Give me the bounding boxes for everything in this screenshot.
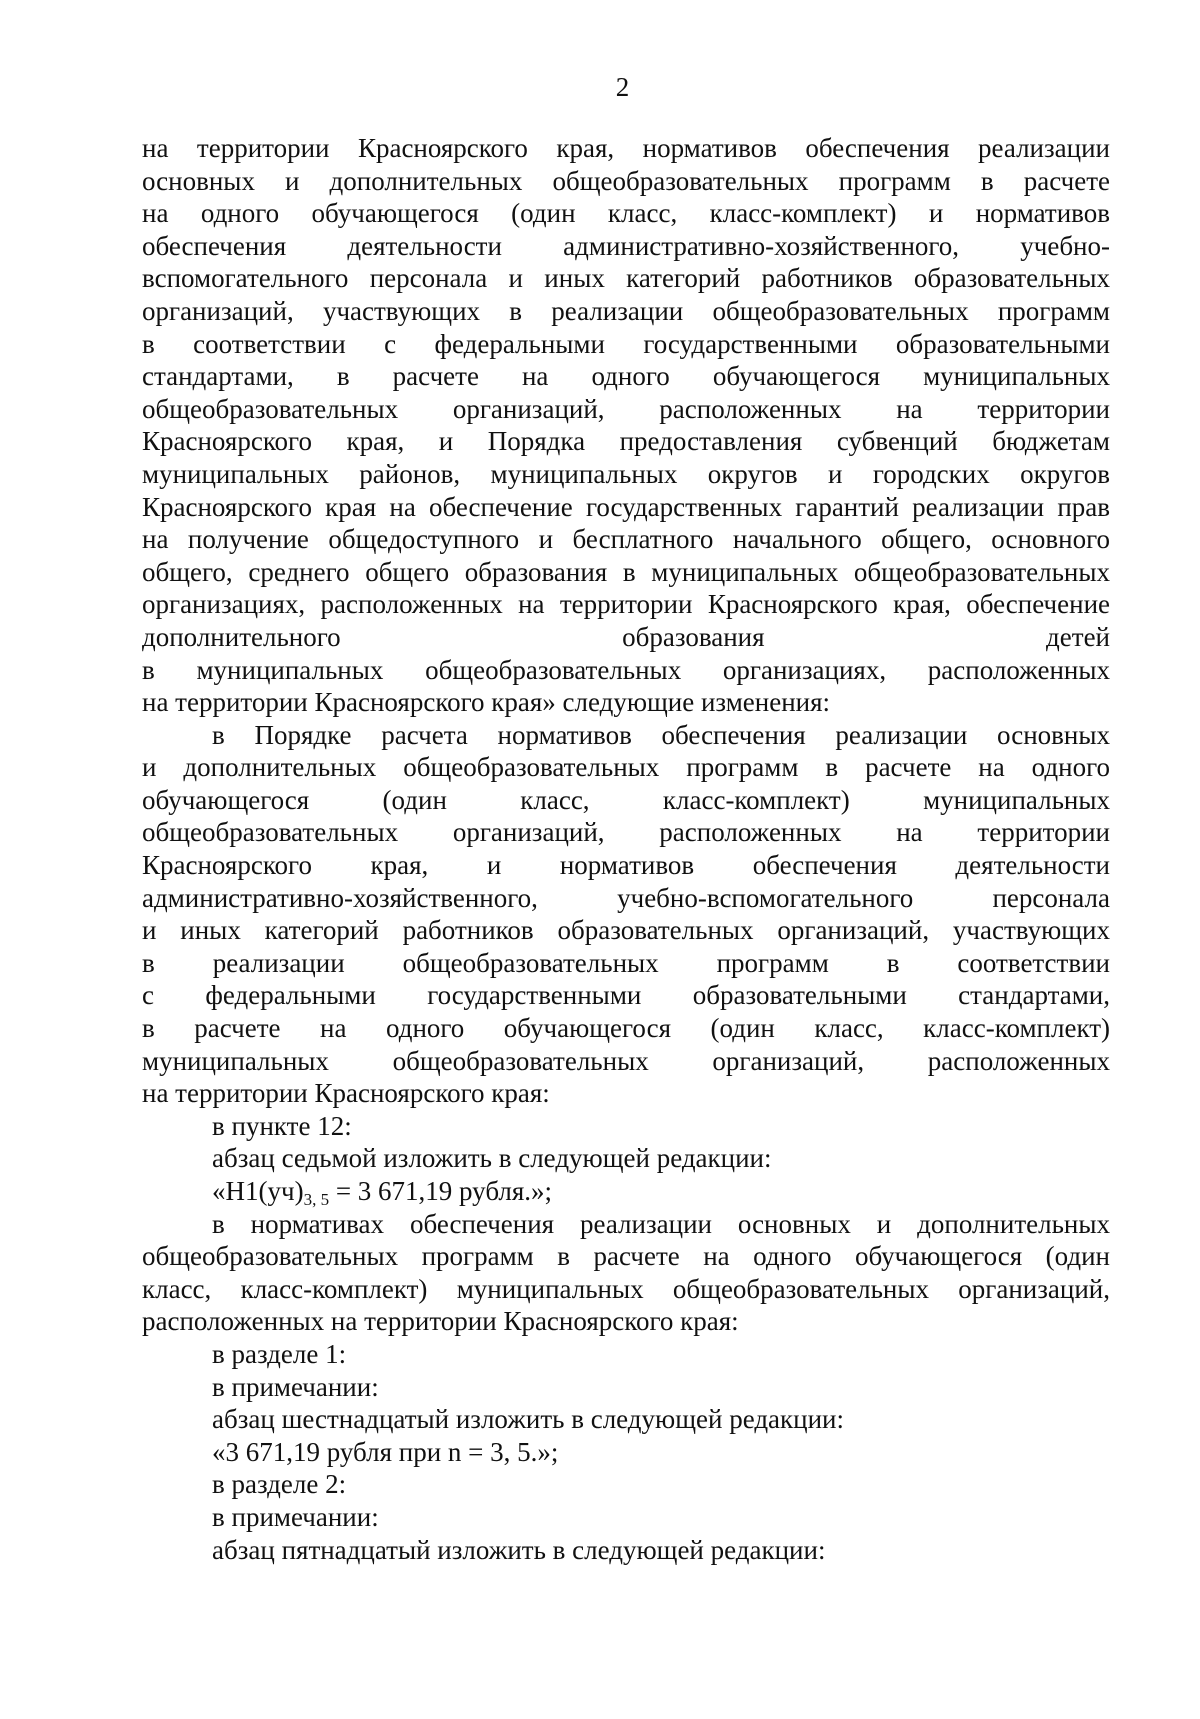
- text-line: в нормативах обеспечения реализации основных и дополнительных: [212, 1208, 1110, 1239]
- text-line: организаций, участвующих в реализации общеобразовательных программ: [142, 295, 1110, 326]
- formula-subscript: 3, 5: [303, 1190, 330, 1209]
- text-line: в Порядке расчета нормативов обеспечения реализации основных: [212, 719, 1110, 750]
- text-line: в примечании:: [212, 1501, 379, 1532]
- text-line: на территории Красноярского края, нормативов обеспечения реализации: [142, 133, 1110, 163]
- text-line: муниципальных общеобразовательных организаций, расположенных: [142, 1045, 1110, 1076]
- formula-line: [142, 1175, 1110, 1208]
- text-line: вспомогательного персонала и иных категорий работников образовательных: [142, 263, 1110, 294]
- text-line: с федеральными государственными образовательными стандартами,: [142, 980, 1110, 1011]
- text-line: в примечании:: [212, 1371, 379, 1402]
- text-line: в соответствии с федеральными государственными образовательными: [142, 328, 1110, 359]
- text-line: обеспечения деятельности административно-хозяйственного, учебно-: [142, 230, 1110, 261]
- text-line: в разделе 2:: [212, 1469, 347, 1500]
- text-line: основных и дополнительных общеобразовательных программ в расчете: [142, 165, 1110, 196]
- text-line: обучающегося (один класс, класс-комплект) муниципальных: [142, 784, 1110, 815]
- text-line: Красноярского края, и нормативов обеспечения деятельности: [142, 850, 1110, 881]
- text-line: общеобразовательных организаций, расположенных на территории: [142, 393, 1110, 424]
- formula-rest: = 3 671,19 рубля.»;: [329, 1176, 553, 1206]
- text-line: на территории Красноярского края:: [142, 1078, 550, 1109]
- text-line: на получение общедоступного и бесплатного начального общего, основного: [142, 524, 1110, 555]
- text-line: в пункте 12:: [212, 1110, 352, 1141]
- page-number: 2: [615, 72, 630, 102]
- text-line: административно-хозяйственного, учебно-вспомогательного персонала: [142, 882, 1110, 913]
- text-line: стандартами, в расчете на одного обучающегося муниципальных: [142, 361, 1110, 392]
- text-line: в расчете на одного обучающегося (один класс, класс-комплект): [142, 1013, 1110, 1044]
- text-line: абзац шестнадцатый изложить в следующей редакции:: [212, 1404, 845, 1435]
- text-line: дополнительного образования детей: [142, 621, 1110, 652]
- text-line: Красноярского края на обеспечение государственных гарантий реализации прав: [142, 491, 1110, 522]
- document-body: [142, 132, 1110, 1566]
- text-line: общего, среднего общего образования в муниципальных общеобразовательных: [142, 556, 1110, 587]
- text-line: и дополнительных общеобразовательных программ в расчете на одного: [142, 752, 1110, 783]
- text-line: Красноярского края, и Порядка предоставления субвенций бюджетам: [142, 426, 1110, 457]
- text-line: общеобразовательных организаций, расположенных на территории: [142, 817, 1110, 848]
- text-line: расположенных на территории Красноярского края:: [142, 1306, 739, 1337]
- formula-main: «Н1(уч): [212, 1176, 304, 1206]
- text-line: класс, класс-комплект) муниципальных общеобразовательных организаций,: [142, 1273, 1110, 1304]
- text-line: в муниципальных общеобразовательных организациях, расположенных: [142, 654, 1110, 685]
- text-line: организациях, расположенных на территории Красноярского края, обеспечение: [142, 589, 1110, 620]
- text-line: общеобразовательных программ в расчете на одного обучающегося (один: [142, 1241, 1110, 1272]
- text-line: «3 671,19 рубля при n = 3, 5.»;: [212, 1436, 559, 1467]
- text-line: и иных категорий работников образовательных организаций, участвующих: [142, 915, 1110, 946]
- text-line: на территории Красноярского края» следующие изменения:: [142, 687, 831, 718]
- text-line: абзац седьмой изложить в следующей редакции:: [212, 1143, 772, 1174]
- text-line: на одного обучающегося (один класс, класс-комплект) и нормативов: [142, 198, 1110, 229]
- text-line: в разделе 1:: [212, 1338, 347, 1369]
- text-line: в реализации общеобразовательных программ в соответствии: [142, 947, 1110, 978]
- text-line: абзац пятнадцатый изложить в следующей редакции:: [212, 1534, 826, 1565]
- text-line: муниципальных районов, муниципальных округов и городских округов: [142, 458, 1110, 489]
